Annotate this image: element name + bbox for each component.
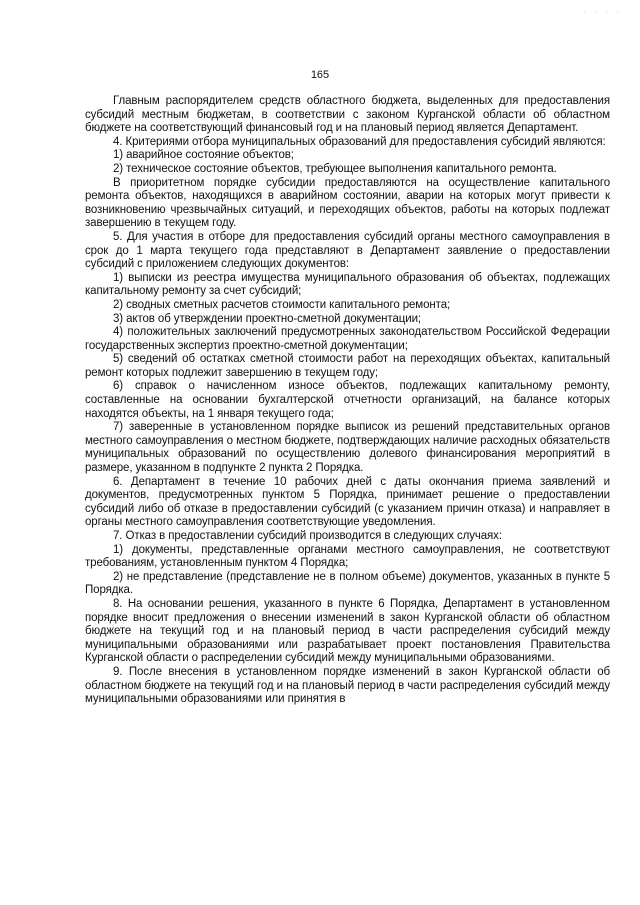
paragraph: 8. На основании решения, указанного в пункте 6 Порядка, Департамент в установленном порядке вносит предложения о внесении изменений в закон Курганской области об областном бюджете на текущий год и на плановый период в части распределения субсидий между муниципальными образованиями или разрабатывает проект постановления Правительства Курганской области о распределении субсидий между муниципальными образованиями. xyxy=(85,597,610,665)
paragraph: 4) положительных заключений предусмотренных законодательством Российской Федерации государственных экспертиз проектно-сметной документации; xyxy=(85,326,610,352)
paragraph: Главным распорядителем средств областного бюджета, выделенных для предоставления субсидий местным бюджетам, в соответствии с законом Курганской области об областном бюджете на соответствующий финансовый год и на плановый период является Департамент. xyxy=(85,95,610,135)
scan-artifact-marks: · · · · xyxy=(583,8,622,17)
paragraph: 5) сведений об остатках сметной стоимости работ на переходящих объектах, капитальный ремонт которых подлежит завершению в текущем году; xyxy=(85,353,610,379)
document-body xyxy=(85,95,610,707)
paragraph: В приоритетном порядке субсидии предоставляются на осуществление капитального ремонта объектов, находящихся в аварийном состоянии, аварии на которых могут привести к возникновению чрезвычайных ситуаций, и переходящих объектов, работы на которых подлежат завершению в текущем году. xyxy=(85,176,610,230)
paragraph: 1) выписки из реестра имущества муниципального образования об объектах, подлежащих капитальному ремонту за счет субсидий; xyxy=(85,271,610,298)
paragraph: 2) сводных сметных расчетов стоимости капитального ремонта; xyxy=(113,298,451,311)
paragraph: 3) актов об утверждении проектно-сметной документации; xyxy=(113,312,421,325)
paragraph: 2) не представление (представление не в полном объеме) документов, указанных в пункте 5 Порядка. xyxy=(85,570,610,597)
paragraph: 1) документы, представленные органами местного самоуправления, не соответствуют требованиям, установленным пунктом 4 Порядка; xyxy=(85,543,610,570)
paragraph: 9. После внесения в установленном порядке изменений в закон Курганской области об областном бюджете на текущий год и на плановый период в части распределения субсидий между муниципальными образованиями или принятия в xyxy=(85,665,610,706)
paragraph: 4. Критериями отбора муниципальных образований для предоставления субсидий являются: xyxy=(113,135,606,148)
paragraph: 7. Отказ в предоставлении субсидий производится в следующих случаях: xyxy=(113,530,502,542)
paragraph: 7) заверенные в установленном порядке выписок из решений представительных органов местного самоуправления о местном бюджете, подтверждающих наличие расходных обязательств муниципальных образований по осуществлению долевого финансирования мероприятий в размере, указанном в подпункте 2 пункта 2 Порядка. xyxy=(85,421,610,475)
paragraph: 6) справок о начисленном износе объектов, подлежащих капитальному ремонту, составленные на основании бухгалтерской отчетности организаций, на балансе которых находятся объекты, на 1 января текущего года; xyxy=(85,380,610,420)
paragraph: 1) аварийное состояние объектов; xyxy=(113,149,294,162)
paragraph: 2) техническое состояние объектов, требующее выполнения капитального ремонта. xyxy=(113,162,557,175)
paragraph: 6. Департамент в течение 10 рабочих дней с даты окончания приема заявлений и документов, предусмотренных пунктом 5 Порядка, принимает решение о предоставлении субсидий либо об отказе в предоставлении субсидий (с указанием причин отказа) и направляет в органы местного самоуправления соответствующие уведомления. xyxy=(85,475,610,529)
paragraph: 5. Для участия в отборе для предоставления субсидий органы местного самоуправления в срок до 1 марта текущего года представляют в Департамент заявление о предоставлении субсидий с приложением следующих документов: xyxy=(85,230,610,271)
page-number: 165 xyxy=(310,69,330,81)
